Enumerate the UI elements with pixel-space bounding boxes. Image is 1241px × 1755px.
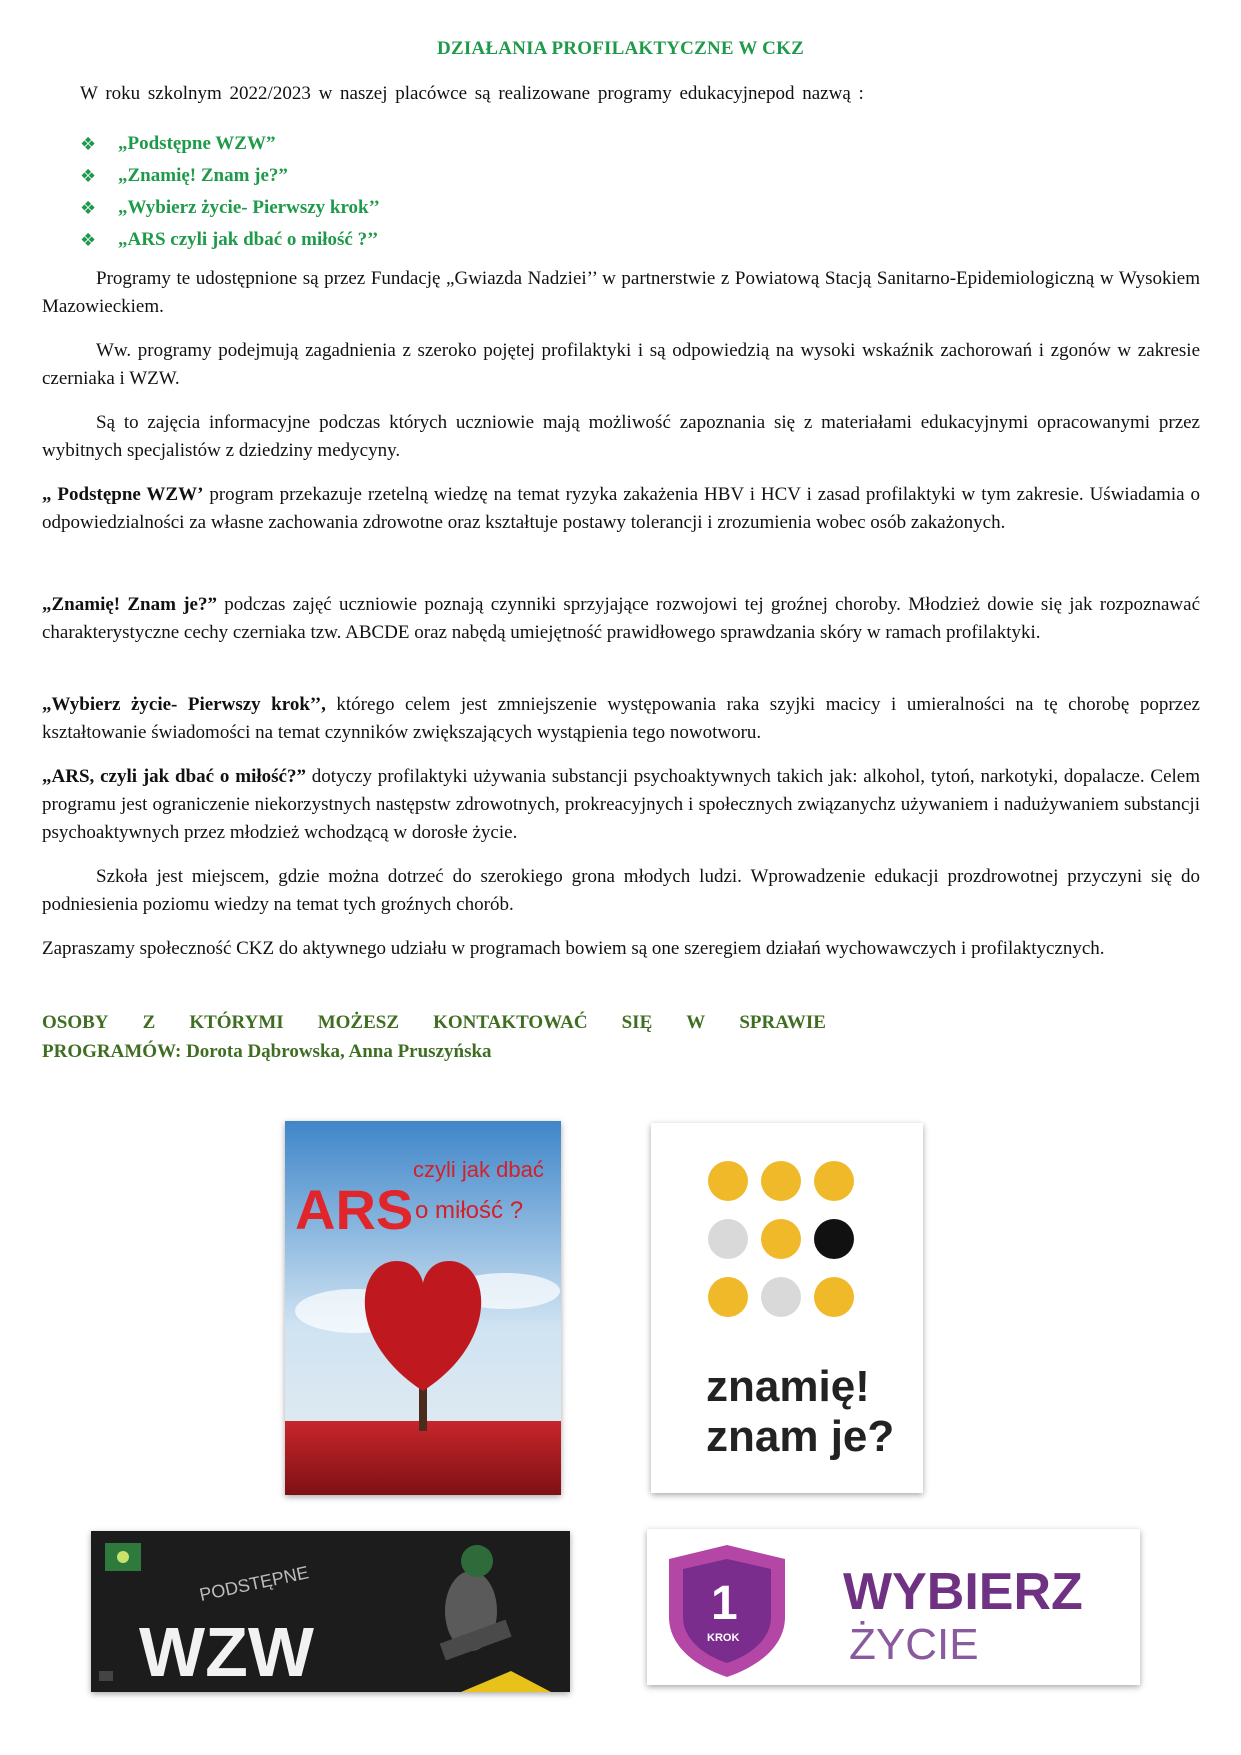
paragraph-invitation: Zapraszamy społeczność CKZ do aktywnego udziału w programach bowiem są one szeregiem działań wychowawczych i profilaktycznych.	[42, 938, 1105, 959]
program-name: „ARS czyli jak dbać o miłość ?’’	[118, 229, 379, 250]
contact-word: SIĘ	[621, 1012, 653, 1033]
paragraph-ars	[42, 763, 1200, 847]
wzw-banner-image	[91, 1531, 570, 1692]
diamond-bullet-icon: ❖	[80, 165, 97, 187]
paragraph-scope: Ww. programy podejmują zagadnienia z szeroko pojętej profilaktyki i są odpowiedzią na wysoki wskaźnik zachorowań i zgonów w zakresie czerniaka i WZW.	[42, 340, 1200, 389]
diamond-bullet-icon: ❖	[80, 229, 97, 251]
list-item	[80, 224, 380, 256]
program-title: „ Podstępne WZW’	[42, 484, 204, 505]
contact-word: KTÓRYMI	[189, 1012, 284, 1033]
paragraph-school: Szkoła jest miejscem, gdzie można dotrzeć do szerokiego grona młodych ludzi. Wprowadzenie edukacji prozdrowotnej przyczyni się do podniesienia poziomu wiedzy na temat tych groźnych chorób.	[42, 866, 1200, 915]
contact-word: KONTAKTOWAĆ	[433, 1012, 588, 1033]
paragraph-info: Są to zajęcia informacyjne podczas których uczniowie mają możliwość zapoznania się z materiałami edukacyjnymi opracowanymi przez wybitnych specjalistów z dziedziny medycyny.	[42, 412, 1200, 461]
paragraph-text: podczas zajęć uczniowie poznają czynniki sprzyjające rozwojowi tej groźnej choroby. Młodzież dowie się jak rozpoznawać charakterystyczne cechy czerniaka tzw. ABCDE oraz nabędą umiejętność prawidłowego sprawdzania skóry w ramach profilaktyki.	[42, 594, 1200, 643]
ars-word: ARS	[295, 1178, 414, 1241]
page-title: DZIAŁANIA PROFILAKTYCZNE W CKZ	[437, 38, 804, 59]
contact-line-2: PROGRAMÓW: Dorota Dąbrowska, Anna Pruszyńska	[42, 1041, 492, 1062]
paragraph-partnership: Programy te udostępnione są przez Fundację „Gwiazda Nadziei’’ w partnerstwie z Powiatową Stacją Sanitarno-Epidemiologiczną w Wysokiem Mazowieckiem.	[42, 268, 1200, 317]
contact-persons	[42, 1008, 842, 1066]
diamond-bullet-icon: ❖	[80, 197, 97, 219]
paragraph-text: którego celem jest zmniejszenie występowania raka szyjki macicy i umieralności na tę chorobę poprzez kształtowanie świadomości na temat czynników zwiększających wystąpienia tego nowotworu.	[42, 694, 1200, 743]
paragraph-text: dotyczy profilaktyki używania substancji psychoaktywnych takich jak: alkohol, tytoń, narkotyki, dopalacze. Celem programu jest ograniczenie niekorzystnych następstw zdrowotnych, prokreacyjnych i społecznych związanychz używaniem i nadużywaniem substancji psychoaktywnych przez młodzież wchodzącą w dorosłe życie.	[42, 766, 1201, 843]
paragraph-znamie	[42, 591, 1200, 647]
paragraph-wzw	[42, 481, 1200, 537]
intro-text: W roku szkolnym 2022/2023 w naszej placówce są realizowane programy edukacyjnepod nazwą :	[80, 83, 864, 104]
contact-word: Z	[142, 1012, 156, 1033]
ars-subtitle-2: o miłość ?	[415, 1197, 524, 1224]
krok-number: 1	[711, 1577, 738, 1630]
program-title: „Wybierz życie- Pierwszy krok’’,	[42, 694, 326, 715]
ars-subtitle-1: czyli jak dbać	[413, 1157, 544, 1182]
contact-word: MOŻESZ	[317, 1012, 400, 1033]
program-title: „Znamię! Znam je?”	[42, 594, 217, 615]
program-title: „ARS, czyli jak dbać o miłość?”	[42, 766, 306, 787]
contact-word: SPRAWIE	[739, 1012, 826, 1033]
wzw-big-label: WZW	[139, 1613, 314, 1691]
diamond-bullet-icon: ❖	[80, 133, 97, 155]
program-name: „Znamię! Znam je?”	[118, 165, 288, 186]
contact-word: W	[686, 1012, 706, 1033]
list-item	[80, 128, 380, 160]
wybierz-word: WYBIERZ	[843, 1563, 1083, 1621]
zycie-word: ŻYCIE	[849, 1620, 979, 1669]
znamie-line-1: znamię!	[706, 1362, 870, 1411]
program-name: „Podstępne WZW”	[118, 133, 276, 154]
znamie-line-2: znam je?	[706, 1412, 895, 1461]
contact-line-1	[42, 1008, 826, 1037]
list-item	[80, 192, 380, 224]
ars-poster-image	[285, 1121, 561, 1495]
program-list	[80, 128, 380, 256]
list-item	[80, 160, 380, 192]
paragraph-wybierz	[42, 691, 1200, 747]
wybierz-zycie-banner-image	[647, 1529, 1140, 1685]
znamie-poster-image	[651, 1123, 923, 1493]
program-name: „Wybierz życie- Pierwszy krok’’	[118, 197, 380, 218]
wzw-small-label: PODSTĘPNE	[197, 1562, 311, 1605]
krok-label: KROK	[707, 1632, 740, 1644]
paragraph-text: program przekazuje rzetelną wiedzę na temat ryzyka zakażenia HBV i HCV i zasad profilaktyki w tym zakresie. Uświadamia o odpowiedzialności za własne zachowania zdrowotne oraz kształtuje postawy tolerancji i zrozumienia wobec osób zakażonych.	[42, 484, 1200, 533]
contact-word: OSOBY	[42, 1012, 109, 1033]
